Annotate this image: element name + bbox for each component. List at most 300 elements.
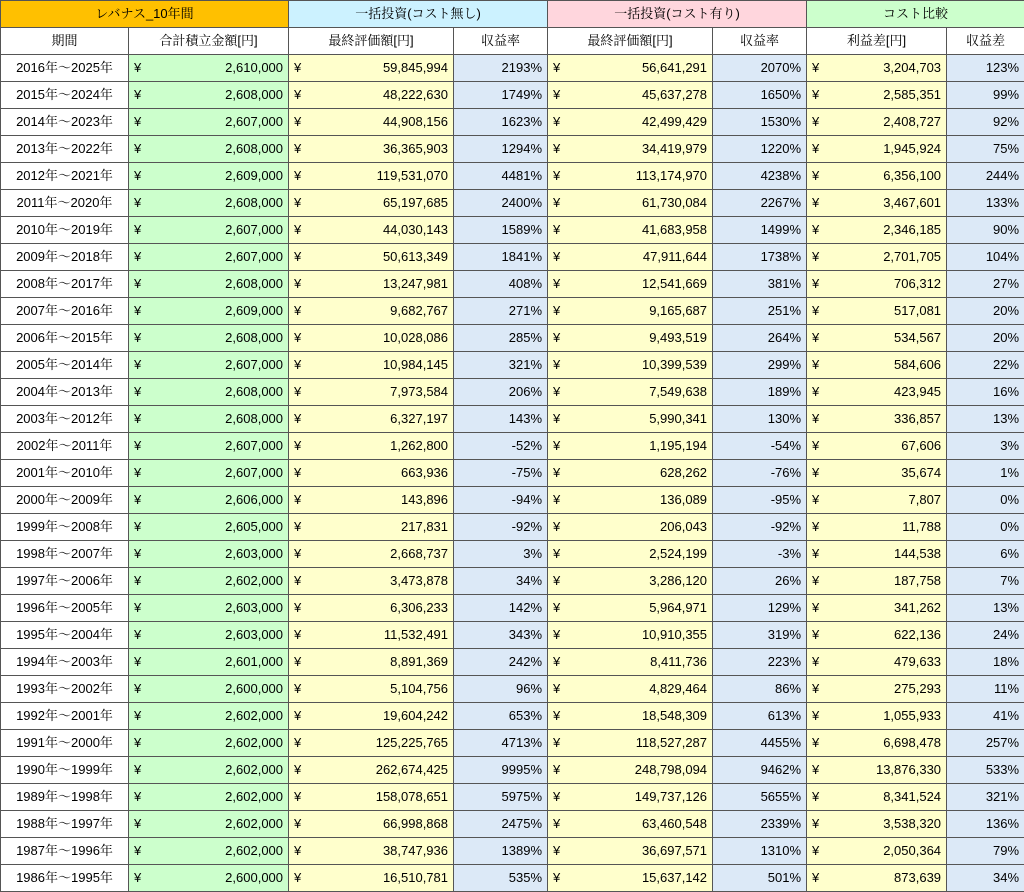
cell-value: 125,225,765 [376,735,448,750]
cell-total [129,487,289,514]
cell-rate_cost: 264% [713,325,807,352]
currency-symbol: ¥ [294,514,301,540]
cell-val_cost [548,730,713,757]
cell-rate_cost: 86% [713,676,807,703]
cell-diff [807,82,947,109]
currency-symbol: ¥ [134,541,141,567]
currency-symbol: ¥ [812,190,819,216]
cell-value: 19,604,242 [383,708,448,723]
cell-rate_nocost: 1294% [454,136,548,163]
currency-symbol: ¥ [294,649,301,675]
cell-rate_cost: 1650% [713,82,807,109]
cell-value: 34,419,979 [642,141,707,156]
cell-rate_cost: -76% [713,460,807,487]
cell-rate_nocost: 343% [454,622,548,649]
cell-total [129,622,289,649]
currency-symbol: ¥ [294,784,301,810]
cell-rate_diff: 92% [947,109,1024,136]
table-row [1,190,1024,217]
cell-val_cost [548,568,713,595]
currency-symbol: ¥ [134,487,141,513]
cell-rate_diff: 11% [947,676,1024,703]
cell-value: 2,607,000 [225,357,283,372]
currency-symbol: ¥ [134,703,141,729]
cell-total [129,109,289,136]
currency-symbol: ¥ [294,433,301,459]
cell-rate_cost: 130% [713,406,807,433]
cell-total [129,757,289,784]
cell-rate_nocost: 4481% [454,163,548,190]
currency-symbol: ¥ [134,406,141,432]
cell-val_nocost [289,82,454,109]
currency-symbol: ¥ [553,649,560,675]
cell-rate_diff: 244% [947,163,1024,190]
cell-rate_diff: 13% [947,595,1024,622]
cell-value: 3,473,878 [390,573,448,588]
table-row [1,622,1024,649]
cell-val_cost [548,298,713,325]
cell-value: 534,567 [894,330,941,345]
cell-diff [807,433,947,460]
table-row [1,244,1024,271]
currency-symbol: ¥ [294,595,301,621]
cell-value: 2,609,000 [225,168,283,183]
cell-value: 47,911,644 [643,249,707,264]
cell-total [129,271,289,298]
cell-total [129,595,289,622]
cell-rate_nocost: 535% [454,865,548,892]
currency-symbol: ¥ [553,82,560,108]
cell-rate_diff: 79% [947,838,1024,865]
cell-val_nocost [289,487,454,514]
cell-value: 67,606 [901,438,941,453]
cell-value: 2,603,000 [225,546,283,561]
cell-value: 6,327,197 [390,411,448,426]
cell-rate_diff: 24% [947,622,1024,649]
currency-symbol: ¥ [134,433,141,459]
cell-period: 1986年〜1995年 [1,865,129,892]
currency-symbol: ¥ [553,163,560,189]
cell-diff [807,514,947,541]
currency-symbol: ¥ [134,352,141,378]
cell-rate_cost: -54% [713,433,807,460]
currency-symbol: ¥ [134,271,141,297]
cell-value: 48,222,630 [383,87,448,102]
currency-symbol: ¥ [294,325,301,351]
cell-value: 2,610,000 [225,60,283,75]
currency-symbol: ¥ [134,379,141,405]
cell-value: 36,365,903 [383,141,448,156]
currency-symbol: ¥ [812,703,819,729]
column-header-7: 収益差 [947,28,1024,55]
currency-symbol: ¥ [812,811,819,837]
table-row [1,109,1024,136]
cell-val_cost [548,622,713,649]
cell-rate_diff: 99% [947,82,1024,109]
cell-val_nocost [289,298,454,325]
currency-symbol: ¥ [553,190,560,216]
cell-value: 2,608,000 [225,330,283,345]
cell-value: 2,608,000 [225,195,283,210]
currency-symbol: ¥ [812,730,819,756]
cell-rate_nocost: -52% [454,433,548,460]
currency-symbol: ¥ [134,298,141,324]
cell-value: 5,104,756 [390,681,448,696]
currency-symbol: ¥ [553,487,560,513]
currency-symbol: ¥ [553,865,560,891]
table-row [1,487,1024,514]
currency-symbol: ¥ [294,136,301,162]
cell-period: 2004年〜2013年 [1,379,129,406]
cell-val_cost [548,82,713,109]
cell-value: 5,964,971 [649,600,707,615]
cell-total [129,136,289,163]
cell-val_cost [548,352,713,379]
currency-symbol: ¥ [294,55,301,81]
cell-val_cost [548,244,713,271]
cell-val_nocost [289,379,454,406]
cell-value: 2,602,000 [225,573,283,588]
cell-period: 1991年〜2000年 [1,730,129,757]
cell-value: 10,028,086 [383,330,448,345]
cell-rate_diff: 0% [947,514,1024,541]
cell-rate_nocost: 2193% [454,55,548,82]
currency-symbol: ¥ [134,190,141,216]
cell-rate_nocost: 1623% [454,109,548,136]
cell-value: 3,467,601 [883,195,941,210]
cell-value: 2,050,364 [883,843,941,858]
currency-symbol: ¥ [553,217,560,243]
cell-value: 3,538,320 [883,816,941,831]
currency-symbol: ¥ [294,811,301,837]
cell-val_nocost [289,55,454,82]
currency-symbol: ¥ [812,433,819,459]
cell-val_nocost [289,757,454,784]
currency-symbol: ¥ [134,82,141,108]
cell-period: 1994年〜2003年 [1,649,129,676]
cell-value: 144,538 [894,546,941,561]
cell-value: 11,532,491 [384,627,448,642]
cell-value: 63,460,548 [642,816,707,831]
cell-value: 341,262 [894,600,941,615]
cell-value: 423,945 [894,384,941,399]
currency-symbol: ¥ [812,55,819,81]
column-header-row [1,28,1024,55]
column-header-5: 収益率 [713,28,807,55]
currency-symbol: ¥ [812,298,819,324]
table-row [1,271,1024,298]
cell-val_nocost [289,433,454,460]
currency-symbol: ¥ [294,865,301,891]
cell-value: 36,697,571 [642,843,707,858]
currency-symbol: ¥ [294,757,301,783]
cell-rate_diff: 20% [947,298,1024,325]
cell-value: 336,857 [894,411,941,426]
cell-value: 2,601,000 [225,654,283,669]
cell-val_nocost [289,676,454,703]
cell-val_nocost [289,784,454,811]
cell-period: 2015年〜2024年 [1,82,129,109]
currency-symbol: ¥ [812,595,819,621]
cell-total [129,325,289,352]
cell-total [129,82,289,109]
currency-symbol: ¥ [134,109,141,135]
cell-diff [807,784,947,811]
cell-rate_nocost: 1589% [454,217,548,244]
cell-total [129,460,289,487]
cell-val_nocost [289,217,454,244]
currency-symbol: ¥ [812,244,819,270]
currency-symbol: ¥ [134,757,141,783]
cell-total [129,568,289,595]
table-row [1,730,1024,757]
cell-rate_cost: 4455% [713,730,807,757]
cell-diff [807,217,947,244]
cell-val_cost [548,163,713,190]
table-row [1,379,1024,406]
currency-symbol: ¥ [553,433,560,459]
cell-rate_diff: 7% [947,568,1024,595]
currency-symbol: ¥ [812,676,819,702]
currency-symbol: ¥ [553,325,560,351]
cell-rate_cost: 129% [713,595,807,622]
cell-rate_cost: 299% [713,352,807,379]
cell-rate_nocost: 4713% [454,730,548,757]
cell-diff [807,568,947,595]
table-row [1,649,1024,676]
cell-rate_cost: 1530% [713,109,807,136]
cell-diff [807,352,947,379]
currency-symbol: ¥ [294,82,301,108]
cell-rate_cost: 319% [713,622,807,649]
cell-value: 628,262 [660,465,707,480]
cell-diff [807,55,947,82]
cell-total [129,379,289,406]
currency-symbol: ¥ [134,865,141,891]
cell-rate_nocost: 285% [454,325,548,352]
cell-value: 2,600,000 [225,681,283,696]
cell-total [129,244,289,271]
table-row [1,433,1024,460]
cell-diff [807,109,947,136]
cell-value: 1,055,933 [883,708,941,723]
cell-value: 2,606,000 [225,492,283,507]
cell-val_nocost [289,811,454,838]
cell-value: 3,286,120 [649,573,707,588]
cell-value: 12,541,669 [642,276,707,291]
currency-symbol: ¥ [553,784,560,810]
cell-value: 6,698,478 [883,735,941,750]
currency-symbol: ¥ [134,514,141,540]
cell-period: 2010年〜2019年 [1,217,129,244]
table-row [1,82,1024,109]
cell-value: 187,758 [894,573,941,588]
cell-value: 2,408,727 [883,114,941,129]
cell-rate_nocost: 653% [454,703,548,730]
cell-val_cost [548,136,713,163]
cell-value: 2,585,351 [883,87,941,102]
cell-value: 2,602,000 [225,735,283,750]
cell-diff [807,298,947,325]
cell-value: 584,606 [894,357,941,372]
currency-symbol: ¥ [134,838,141,864]
currency-symbol: ¥ [812,460,819,486]
cell-val_nocost [289,649,454,676]
currency-symbol: ¥ [553,55,560,81]
table-row [1,406,1024,433]
cell-value: 622,136 [894,627,941,642]
cell-total [129,730,289,757]
cell-rate_diff: 90% [947,217,1024,244]
cell-val_nocost [289,136,454,163]
cell-period: 1998年〜2007年 [1,541,129,568]
cell-value: 61,730,084 [642,195,707,210]
currency-symbol: ¥ [134,622,141,648]
cell-val_nocost [289,244,454,271]
cell-diff [807,271,947,298]
currency-symbol: ¥ [553,460,560,486]
cell-val_nocost [289,163,454,190]
cell-rate_diff: 34% [947,865,1024,892]
cell-rate_diff: 257% [947,730,1024,757]
cell-rate_diff: 0% [947,487,1024,514]
cell-rate_diff: 22% [947,352,1024,379]
cell-total [129,838,289,865]
cell-rate_cost: 9462% [713,757,807,784]
cell-value: 873,639 [894,870,941,885]
cell-diff [807,838,947,865]
cell-value: 2,602,000 [225,762,283,777]
table-row [1,136,1024,163]
table-body [1,55,1024,892]
cell-val_cost [548,541,713,568]
cell-value: 2,609,000 [225,303,283,318]
currency-symbol: ¥ [553,811,560,837]
cell-rate_nocost: 142% [454,595,548,622]
cell-period: 2013年〜2022年 [1,136,129,163]
currency-symbol: ¥ [553,406,560,432]
cell-period: 1990年〜1999年 [1,757,129,784]
cell-value: 2,668,737 [390,546,448,561]
cell-rate_nocost: 271% [454,298,548,325]
currency-symbol: ¥ [294,622,301,648]
cell-total [129,649,289,676]
cell-value: 41,683,958 [642,222,707,237]
cell-val_cost [548,55,713,82]
currency-symbol: ¥ [294,244,301,270]
currency-symbol: ¥ [553,676,560,702]
table-row [1,676,1024,703]
currency-symbol: ¥ [294,109,301,135]
currency-symbol: ¥ [134,568,141,594]
currency-symbol: ¥ [294,541,301,567]
cell-rate_diff: 41% [947,703,1024,730]
currency-symbol: ¥ [812,649,819,675]
currency-symbol: ¥ [812,217,819,243]
cell-val_nocost [289,514,454,541]
cell-total [129,514,289,541]
table-row [1,595,1024,622]
cell-value: 158,078,651 [376,789,448,804]
cell-total [129,217,289,244]
cell-value: 7,549,638 [649,384,707,399]
cell-rate_cost: 501% [713,865,807,892]
cell-rate_diff: 75% [947,136,1024,163]
cell-value: 11,788 [902,519,941,534]
cell-value: 15,637,142 [642,870,707,885]
group-header-row [1,1,1024,28]
cell-total [129,406,289,433]
cell-val_cost [548,703,713,730]
cell-rate_nocost: 34% [454,568,548,595]
cell-value: 1,262,800 [390,438,448,453]
cell-value: 16,510,781 [383,870,448,885]
cell-total [129,352,289,379]
cell-total [129,433,289,460]
cell-rate_diff: 133% [947,190,1024,217]
cell-rate_diff: 3% [947,433,1024,460]
currency-symbol: ¥ [812,838,819,864]
cell-rate_nocost: 1389% [454,838,548,865]
cell-value: 66,998,868 [383,816,448,831]
table-row [1,217,1024,244]
cell-value: 42,499,429 [642,114,707,129]
cell-value: 2,603,000 [225,627,283,642]
cell-val_cost [548,487,713,514]
cell-val_nocost [289,325,454,352]
cell-rate_nocost: -94% [454,487,548,514]
cell-val_cost [548,514,713,541]
cell-period: 1995年〜2004年 [1,622,129,649]
cell-rate_cost: 381% [713,271,807,298]
cell-rate_cost: 2070% [713,55,807,82]
table-row [1,55,1024,82]
currency-symbol: ¥ [294,406,301,432]
table-row [1,784,1024,811]
cell-val_nocost [289,271,454,298]
cell-rate_nocost: -75% [454,460,548,487]
currency-symbol: ¥ [134,649,141,675]
cell-value: 2,607,000 [225,222,283,237]
table-row [1,541,1024,568]
currency-symbol: ¥ [134,784,141,810]
cell-value: 663,936 [401,465,448,480]
currency-symbol: ¥ [553,271,560,297]
cell-value: 206,043 [660,519,707,534]
table-row [1,298,1024,325]
cell-period: 2007年〜2016年 [1,298,129,325]
cell-rate_cost: 5655% [713,784,807,811]
cell-rate_nocost: 96% [454,676,548,703]
cell-value: 113,174,970 [636,168,707,183]
cell-val_cost [548,460,713,487]
cell-total [129,55,289,82]
cell-value: 706,312 [894,276,941,291]
cell-value: 10,984,145 [383,357,448,372]
cell-value: 149,737,126 [635,789,707,804]
column-header-2: 最終評価額[円] [289,28,454,55]
cell-period: 1996年〜2005年 [1,595,129,622]
cell-val_cost [548,757,713,784]
cell-value: 7,973,584 [390,384,448,399]
cell-rate_diff: 1% [947,460,1024,487]
cell-val_nocost [289,460,454,487]
cell-value: 1,945,924 [883,141,941,156]
cell-rate_nocost: 242% [454,649,548,676]
cell-value: 2,608,000 [225,87,283,102]
table-row [1,325,1024,352]
cell-value: 2,608,000 [225,384,283,399]
